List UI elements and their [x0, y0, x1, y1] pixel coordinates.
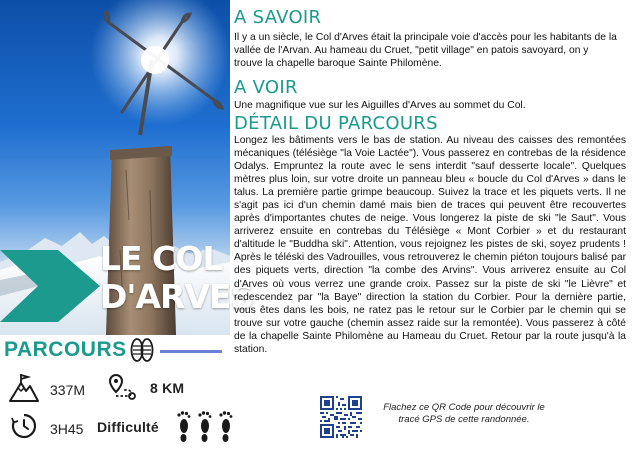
footprint-icon [198, 411, 211, 442]
cover-photo [0, 0, 254, 335]
hero-title: LE COL D'ARVES [100, 239, 254, 316]
section-heading-savoir: A SAVOIR [234, 7, 322, 28]
parcours-heading: PARCOURS [4, 338, 127, 361]
difficulty-label: Difficulté [97, 419, 159, 435]
route-distance-icon [108, 373, 138, 401]
section-text-savoir: Il y a un siècle, le Col d'Arves était la principale voie d'accès pour les habitants de la vallée de l'Arvan. Au hameau du Cruet, "petit village" en patois savoyard, on y trouve la chapelle baroque Sainte Philomène. [234, 32, 617, 69]
parcours-divider [160, 350, 222, 353]
section-heading-voir: A VOIR [234, 77, 298, 98]
qr-caption: Flachez ce QR Code pour découvrir le tracé GPS de cette randonnée. [383, 402, 545, 425]
footprint-icon [219, 411, 232, 442]
qr-code[interactable] [320, 396, 362, 438]
mountain-elevation-icon [8, 372, 40, 404]
section-text-voir: Une magnifique vue sur les Aiguilles d'Arves au sommet du Col. [234, 100, 526, 111]
distance-value: 8 KM [150, 380, 185, 396]
footprint-icon [177, 411, 190, 442]
section-text-detail: Longez les bâtiments vers le bas de station. Au niveau des caisses des remontées mécaniques (télésiège "la Voie Lactée"). Vous passerez en contrebas de la résidence Odalys. Empruntez la route avec le sens interdit "sauf desserte locale". Quelques mètres plus loin, sur votre droite un panneau bleu « boucle du Col d'Arves » dans le talus. La première partie grimpe beaucoup. Suivez la trace et les piquets verts. Il ne s'agit pas ici d'un chemin damé mais bien de traces qui peuvent être recouvertes après d'importantes chutes de neige. Vous longerez la piste de ski "le Saut". Vous arriverez ensuite en contrebas du Télésiège « Mont Corbier » et du restaurant d'altitude le "Buddha ski". Attention, vous rejoignez les pistes de ski, soyez prudents ! Après le téléski des Vadrouilles, vous retrouverez le chemin piéton toujours balisé par des piquets verts, direction "la combe des Arvins". Vous arriverez ensuite au Col d'Arves où vous verrez une grande croix. Passez sur la piste de ski "le Lièvre" et redescendez par "la Baye" direction la station du Corbier. Pour la dernière partie, vous êtes dans les bois, ne ratez pas le retour sur le Corbier par le chemin qui se trouve sur votre gauche (chemin assez raide sur la remontée). Vous passerez à côté de la chapelle Sainte Philomène au Hameau du Cruet. Retour par la route jusqu'à la station. [234, 135, 626, 355]
section-heading-detail: DÉTAIL DU PARCOURS [234, 113, 438, 134]
elevation-value: 337M [50, 382, 86, 398]
difficulty-rating [176, 408, 240, 444]
snowshoe-icon [129, 337, 155, 363]
duration-value: 3H45 [50, 421, 84, 437]
clock-duration-icon [10, 412, 38, 440]
